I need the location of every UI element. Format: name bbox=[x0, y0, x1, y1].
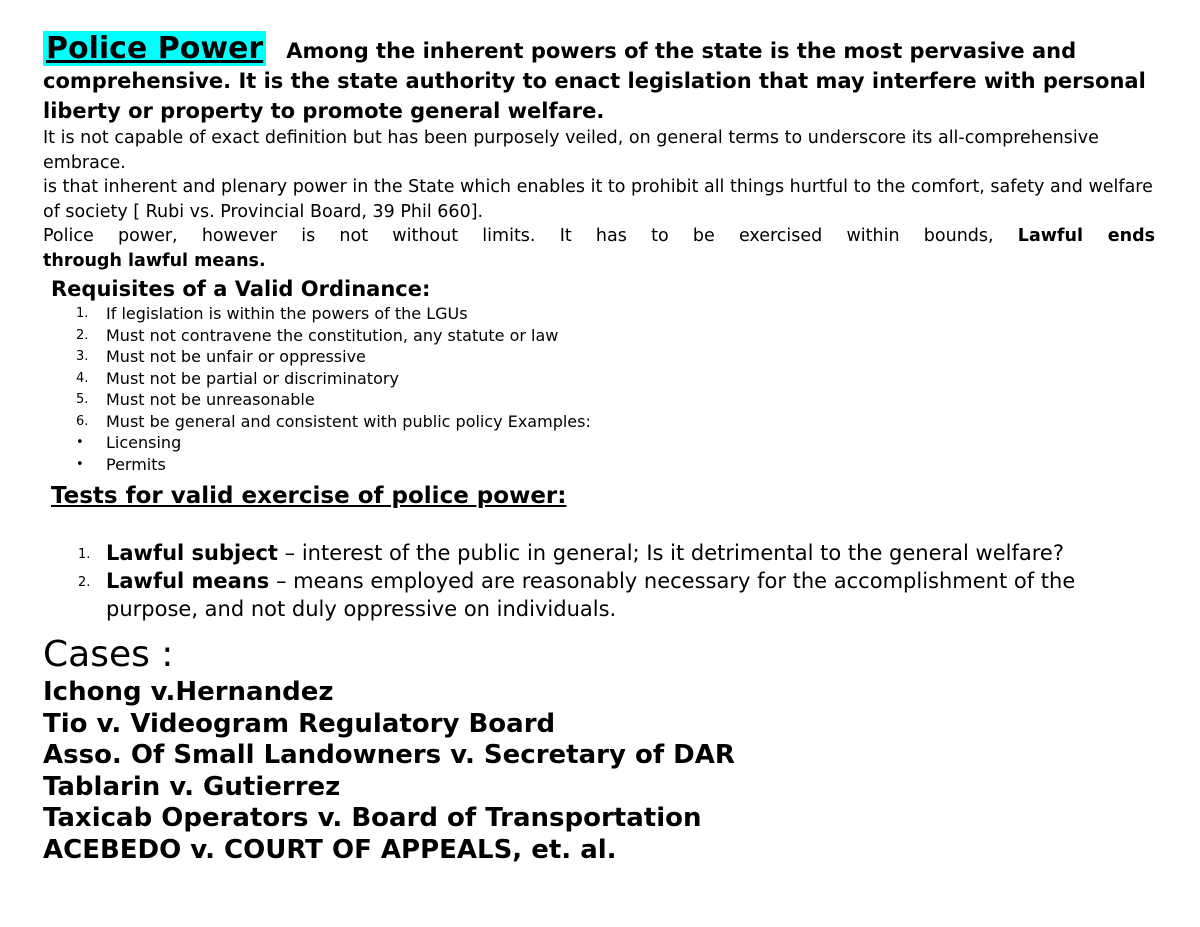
case-item: Ichong v.Hernandez bbox=[43, 677, 334, 707]
list-item-text: Permits bbox=[106, 454, 166, 474]
list-item-text: Must not be partial or discriminatory bbox=[106, 368, 399, 388]
list-item bbox=[43, 368, 1155, 390]
plenary-power-paragraph: is that inherent and plenary power in the State which enables it to prohibit all things hurtful to the comfort, safety and welfare of society [ Rubi vs. Provincial Board, 39 Phil 660]. bbox=[43, 177, 1153, 222]
list-item bbox=[43, 389, 1155, 411]
list-item bbox=[43, 411, 1155, 433]
test-term: Lawful subject bbox=[106, 541, 278, 565]
list-item bbox=[43, 303, 1155, 325]
list-item-text: Must not contravene the constitution, any statute or law bbox=[106, 325, 559, 345]
tests-list bbox=[43, 539, 1155, 623]
test-term: Lawful means bbox=[106, 569, 270, 593]
list-item bbox=[43, 432, 1155, 454]
case-item: ACEBEDO v. COURT OF APPEALS, et. al. bbox=[43, 834, 617, 865]
list-marker: 2. bbox=[78, 575, 91, 590]
limits-text: Police power, however is not without limits. It has to be exercised within bounds, bbox=[43, 226, 1018, 246]
limits-paragraph bbox=[43, 224, 1155, 249]
intro-text: Among the inherent powers of the state is the most pervasive and comprehensive. It is the state authority to enact legislation that may interfere with personal liberty or property to promote general welfare. bbox=[43, 39, 1146, 123]
list-item-text: Licensing bbox=[106, 433, 182, 452]
test-description: – interest of the public in general; Is it detrimental to the general welfare? bbox=[277, 541, 1064, 565]
case-item: Asso. Of Small Landowners v. Secretary of DAR bbox=[43, 740, 735, 770]
requisites-heading: Requisites of a Valid Ordinance: bbox=[51, 277, 431, 301]
list-item-text: Must be general and consistent with public policy Examples: bbox=[106, 411, 591, 431]
list-marker: 1. bbox=[78, 547, 91, 562]
page-title: Police Power bbox=[43, 31, 266, 66]
list-item bbox=[43, 346, 1155, 368]
requisites-list bbox=[43, 303, 1155, 475]
bullet-marker: • bbox=[76, 456, 84, 472]
tests-heading: Tests for valid exercise of police power: bbox=[51, 483, 567, 509]
list-marker: 3. bbox=[76, 349, 89, 364]
list-item bbox=[43, 567, 1155, 623]
cases-list bbox=[43, 677, 1155, 866]
definition-paragraph: It is not capable of exact definition but has been purposely veiled, on general terms to underscore its all-comprehensive embrace. bbox=[43, 128, 1099, 173]
list-item bbox=[43, 539, 1155, 567]
list-marker: 4. bbox=[76, 370, 89, 386]
limits-paragraph-end bbox=[43, 249, 1155, 274]
document-page bbox=[43, 31, 1156, 866]
list-marker: 2. bbox=[76, 327, 89, 343]
limits-bold-1: Lawful ends bbox=[1017, 226, 1156, 246]
case-item: Taxicab Operators v. Board of Transportation bbox=[43, 803, 702, 833]
list-item bbox=[43, 325, 1155, 347]
list-marker: 5. bbox=[76, 392, 89, 407]
list-marker: 6. bbox=[76, 413, 89, 429]
limits-bold-2: through lawful means. bbox=[43, 250, 266, 271]
case-item: Tablarin v. Gutierrez bbox=[43, 771, 341, 802]
cases-heading: Cases : bbox=[43, 634, 174, 675]
intro-paragraph bbox=[43, 31, 1155, 126]
list-marker: 1. bbox=[76, 306, 89, 321]
list-item bbox=[43, 454, 1155, 476]
list-item-text: Must not be unreasonable bbox=[106, 390, 315, 409]
case-item: Tio v. Videogram Regulatory Board bbox=[43, 708, 556, 739]
bullet-marker: • bbox=[76, 435, 84, 450]
list-item-text: Must not be unfair or oppressive bbox=[106, 347, 366, 366]
list-item-text: If legislation is within the powers of the LGUs bbox=[106, 304, 468, 323]
test-description: – means employed are reasonably necessary for the accomplishment of the purpose, and not duly oppressive on individuals. bbox=[106, 569, 1076, 621]
